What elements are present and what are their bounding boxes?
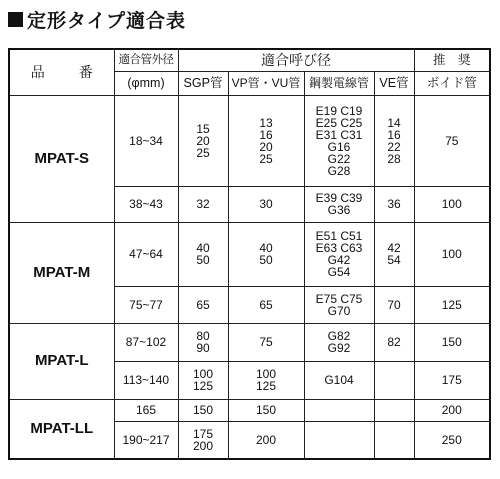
table-row: [9, 222, 490, 286]
header-void-top: 推 奨: [414, 49, 490, 71]
cell-range: 47~64: [114, 222, 178, 286]
cell-sgp: 15 20 25: [178, 95, 228, 186]
cell-ve: [374, 421, 414, 459]
cell-sgp: 80 90: [178, 323, 228, 361]
cell-sgp: 150: [178, 399, 228, 421]
page-title: 定形タイプ適合表: [8, 6, 186, 33]
header-vp: VP管・VU管: [228, 71, 304, 95]
table-row: [9, 399, 490, 421]
header-ve: VE管: [374, 71, 414, 95]
cell-vp: 100 125: [228, 361, 304, 399]
cell-steel: E51 C51 E63 C63 G42 G54: [304, 222, 374, 286]
cell-vp: 200: [228, 421, 304, 459]
header-fit-group: 適合呼び径: [178, 49, 414, 71]
cell-range: 165: [114, 399, 178, 421]
cell-vp: 150: [228, 399, 304, 421]
cell-void: 200: [414, 399, 490, 421]
cell-ve: 14 16 22 28: [374, 95, 414, 186]
table-row: [9, 323, 490, 361]
cell-range: 75~77: [114, 286, 178, 323]
cell-ve: 36: [374, 186, 414, 222]
header-range-top: 適合管外径: [114, 49, 178, 71]
header-steel: 鋼製電線管: [304, 71, 374, 95]
cell-vp: 40 50: [228, 222, 304, 286]
cell-vp: 30: [228, 186, 304, 222]
cell-range: 87~102: [114, 323, 178, 361]
product-name: MPAT-LL: [9, 399, 114, 459]
product-name: MPAT-S: [9, 95, 114, 222]
cell-void: 250: [414, 421, 490, 459]
header-range-bottom: (φmm): [114, 71, 178, 95]
square-bullet-icon: [8, 12, 23, 27]
cell-steel: E39 C39 G36: [304, 186, 374, 222]
cell-ve: 42 54: [374, 222, 414, 286]
cell-void: 150: [414, 323, 490, 361]
cell-steel: E19 C19 E25 C25 E31 C31 G16 G22 G28: [304, 95, 374, 186]
cell-steel: E75 C75 G70: [304, 286, 374, 323]
cell-void: 175: [414, 361, 490, 399]
product-name: MPAT-M: [9, 222, 114, 323]
cell-vp: 75: [228, 323, 304, 361]
cell-sgp: 175 200: [178, 421, 228, 459]
header-product: 品 番: [9, 49, 114, 95]
cell-void: 125: [414, 286, 490, 323]
cell-steel: G82 G92: [304, 323, 374, 361]
cell-range: 190~217: [114, 421, 178, 459]
cell-void: 100: [414, 186, 490, 222]
product-name: MPAT-L: [9, 323, 114, 399]
cell-ve: [374, 399, 414, 421]
table-row: [9, 95, 490, 186]
compatibility-table: [8, 48, 491, 460]
cell-ve: [374, 361, 414, 399]
cell-sgp: 40 50: [178, 222, 228, 286]
cell-sgp: 32: [178, 186, 228, 222]
header-sgp: SGP管: [178, 71, 228, 95]
cell-vp: 13 16 20 25: [228, 95, 304, 186]
cell-steel: [304, 421, 374, 459]
cell-sgp: 65: [178, 286, 228, 323]
cell-steel: G104: [304, 361, 374, 399]
cell-ve: 82: [374, 323, 414, 361]
header-void-bottom: ボイド管: [414, 71, 490, 95]
cell-void: 75: [414, 95, 490, 186]
cell-vp: 65: [228, 286, 304, 323]
cell-ve: 70: [374, 286, 414, 323]
cell-range: 18~34: [114, 95, 178, 186]
cell-steel: [304, 399, 374, 421]
cell-range: 113~140: [114, 361, 178, 399]
cell-void: 100: [414, 222, 490, 286]
cell-range: 38~43: [114, 186, 178, 222]
cell-sgp: 100 125: [178, 361, 228, 399]
